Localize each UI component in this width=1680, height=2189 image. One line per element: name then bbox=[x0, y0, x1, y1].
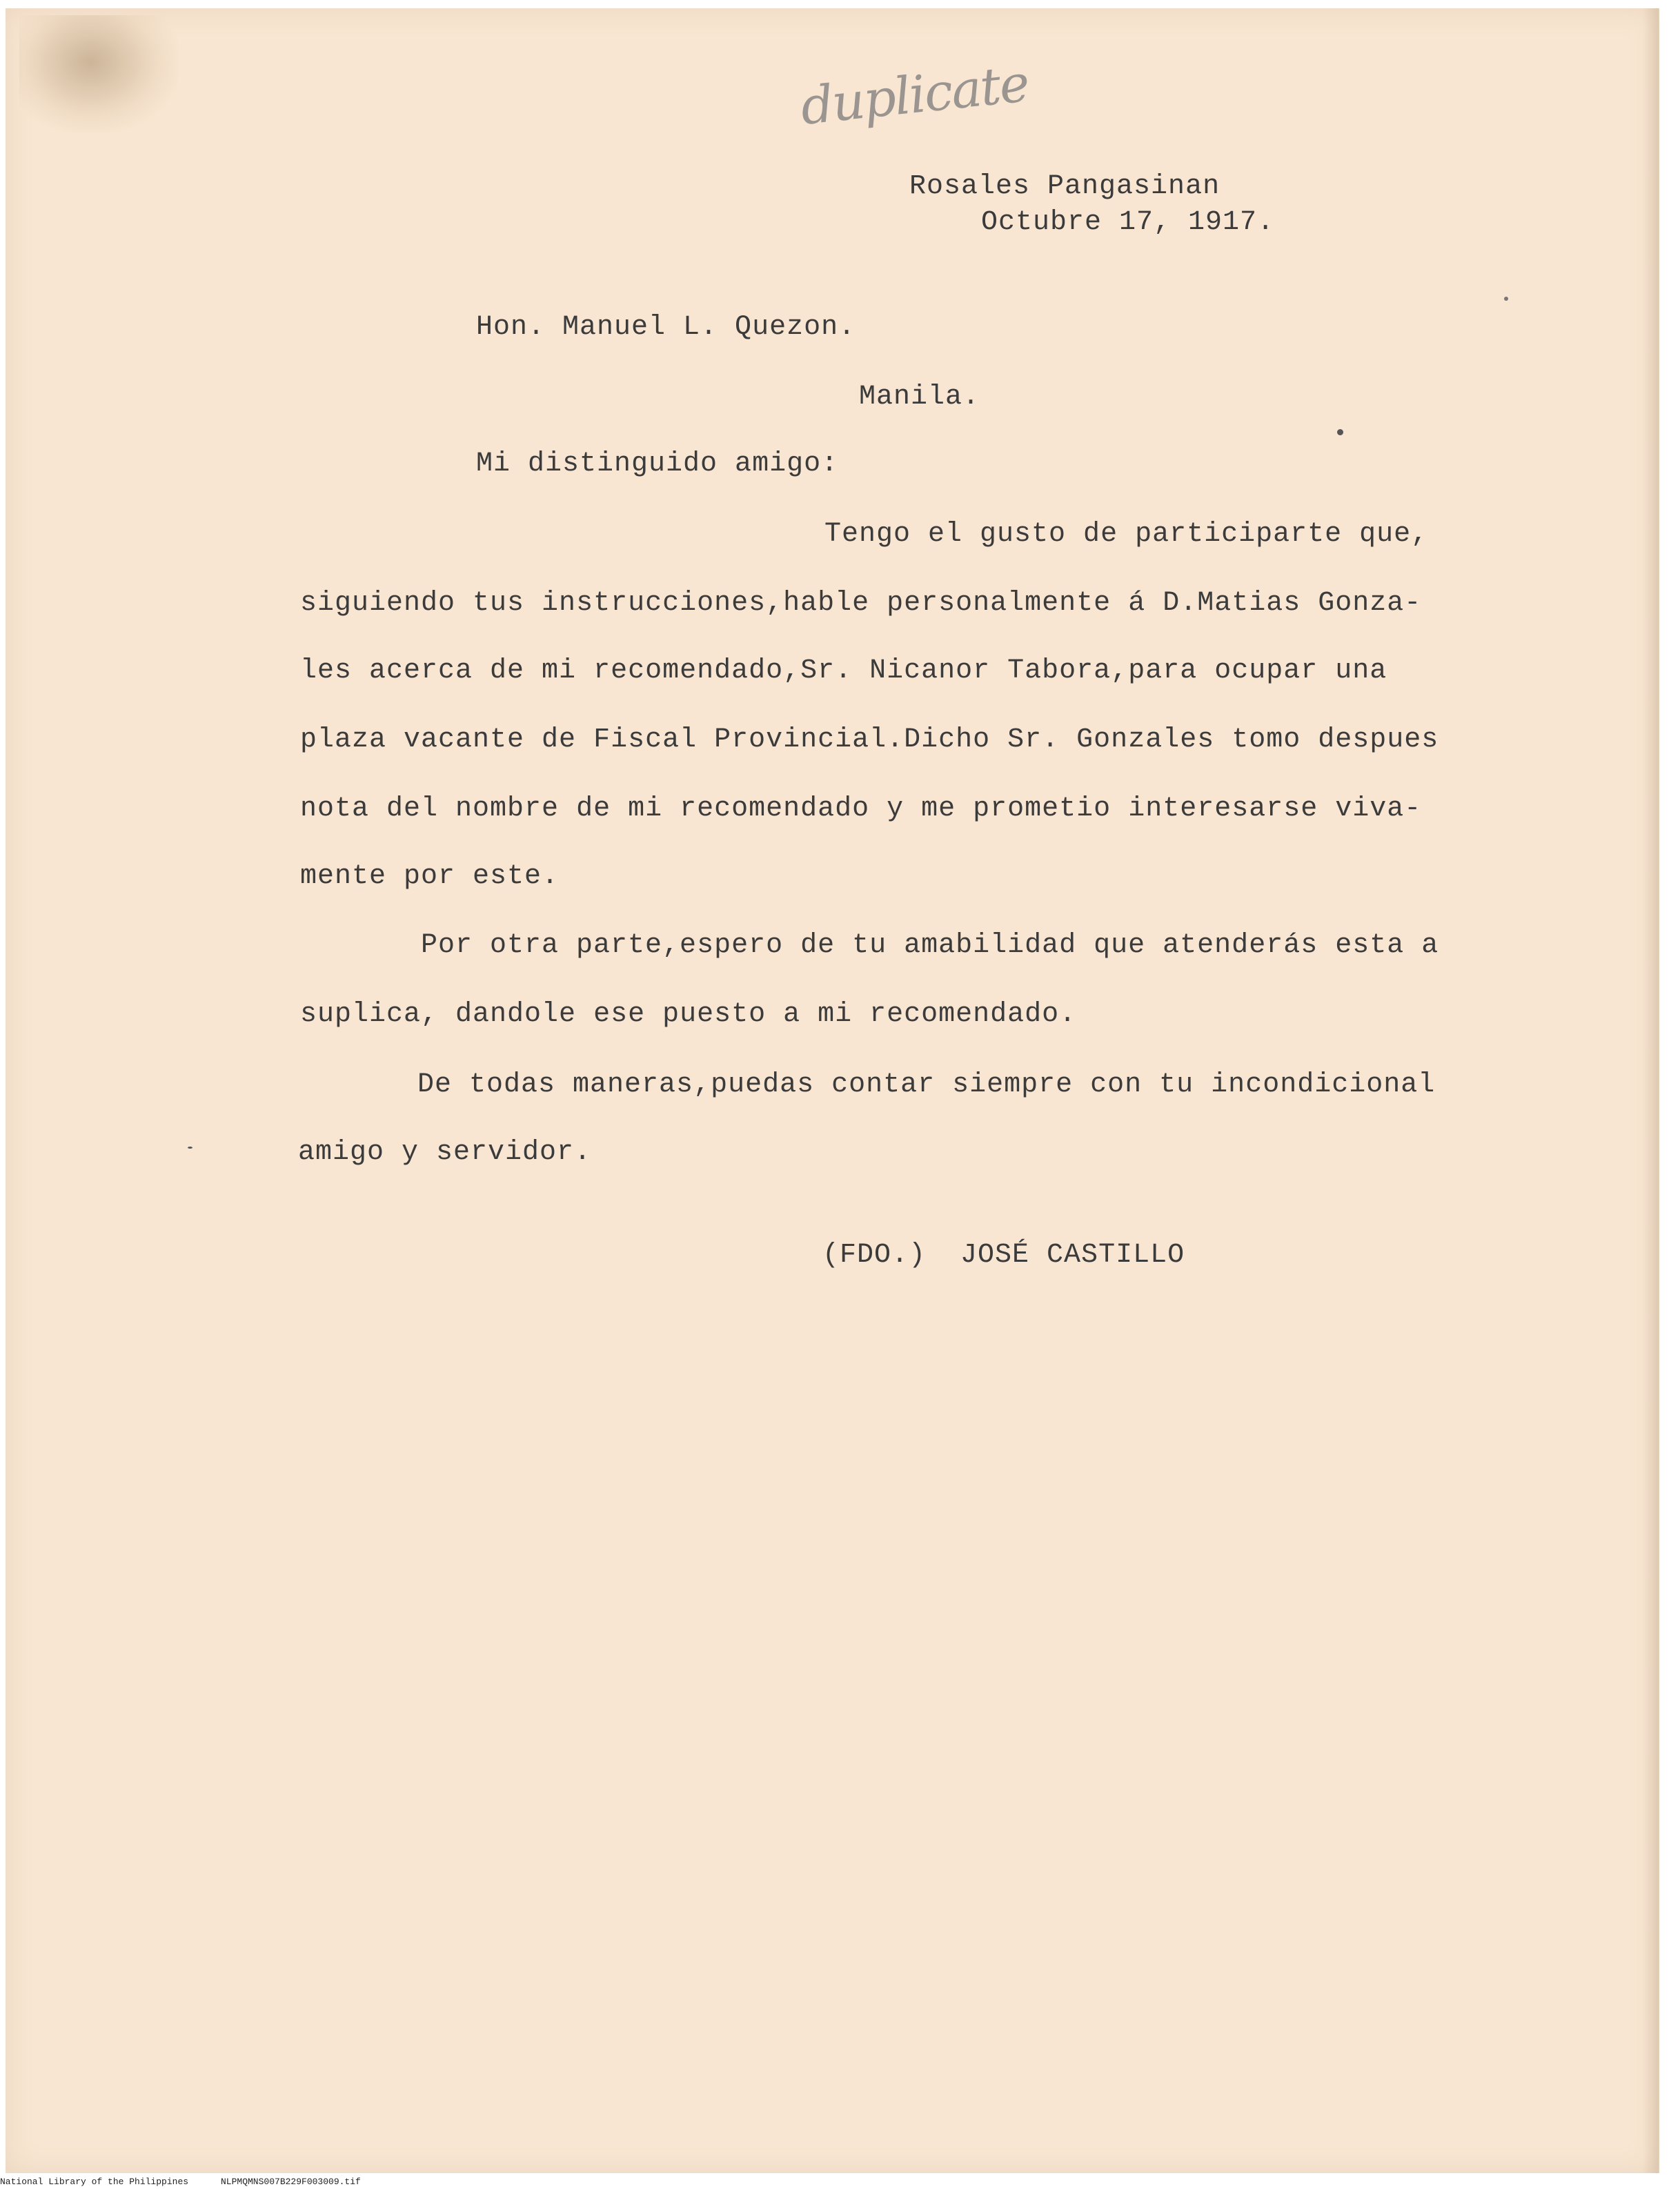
salutation: Mi distinguido amigo: bbox=[476, 448, 839, 479]
page-edge-shadow bbox=[1643, 8, 1658, 2173]
ink-speck bbox=[1337, 429, 1343, 435]
header-place: Rosales Pangasinan bbox=[909, 171, 1221, 202]
body-line: nota del nombre de mi recomendado y me prometio interesarse viva- bbox=[300, 793, 1422, 824]
ink-speck bbox=[188, 1147, 192, 1149]
body-line: Tengo el gusto de participarte que, bbox=[824, 519, 1429, 550]
body-line: siguiendo tus instrucciones,hable personalmente á D.Matias Gonza- bbox=[300, 588, 1422, 619]
recipient-name: Hon. Manuel L. Quezon. bbox=[476, 312, 856, 343]
header-date: Octubre 17, 1917. bbox=[981, 207, 1275, 238]
body-line: amigo y servidor. bbox=[298, 1137, 592, 1168]
ink-speck bbox=[1504, 297, 1508, 301]
body-line: plaza vacante de Fiscal Provincial.Dicho Sr. Gonzales tomo despues bbox=[300, 724, 1439, 755]
signature: (FDO.) JOSÉ CASTILLO bbox=[822, 1240, 1185, 1271]
recipient-city: Manila. bbox=[859, 382, 980, 413]
body-line: Por otra parte,espero de tu amabilidad que atenderás esta a bbox=[421, 930, 1439, 961]
body-line: De todas maneras,puedas contar siempre con tu incondicional bbox=[417, 1069, 1436, 1100]
body-line: mente por este. bbox=[300, 861, 560, 892]
footer-library: National Library of the Philippines bbox=[0, 2177, 189, 2187]
body-line: suplica, dandole ese puesto a mi recomendado. bbox=[300, 999, 1077, 1030]
footer-file: NLPMQMNS007B229F003009.tif bbox=[221, 2177, 361, 2187]
body-line: les acerca de mi recomendado,Sr. Nicanor Tabora,para ocupar una bbox=[300, 655, 1387, 686]
handwritten-annotation: duplicate bbox=[798, 53, 1031, 137]
paper-stain bbox=[19, 15, 178, 132]
